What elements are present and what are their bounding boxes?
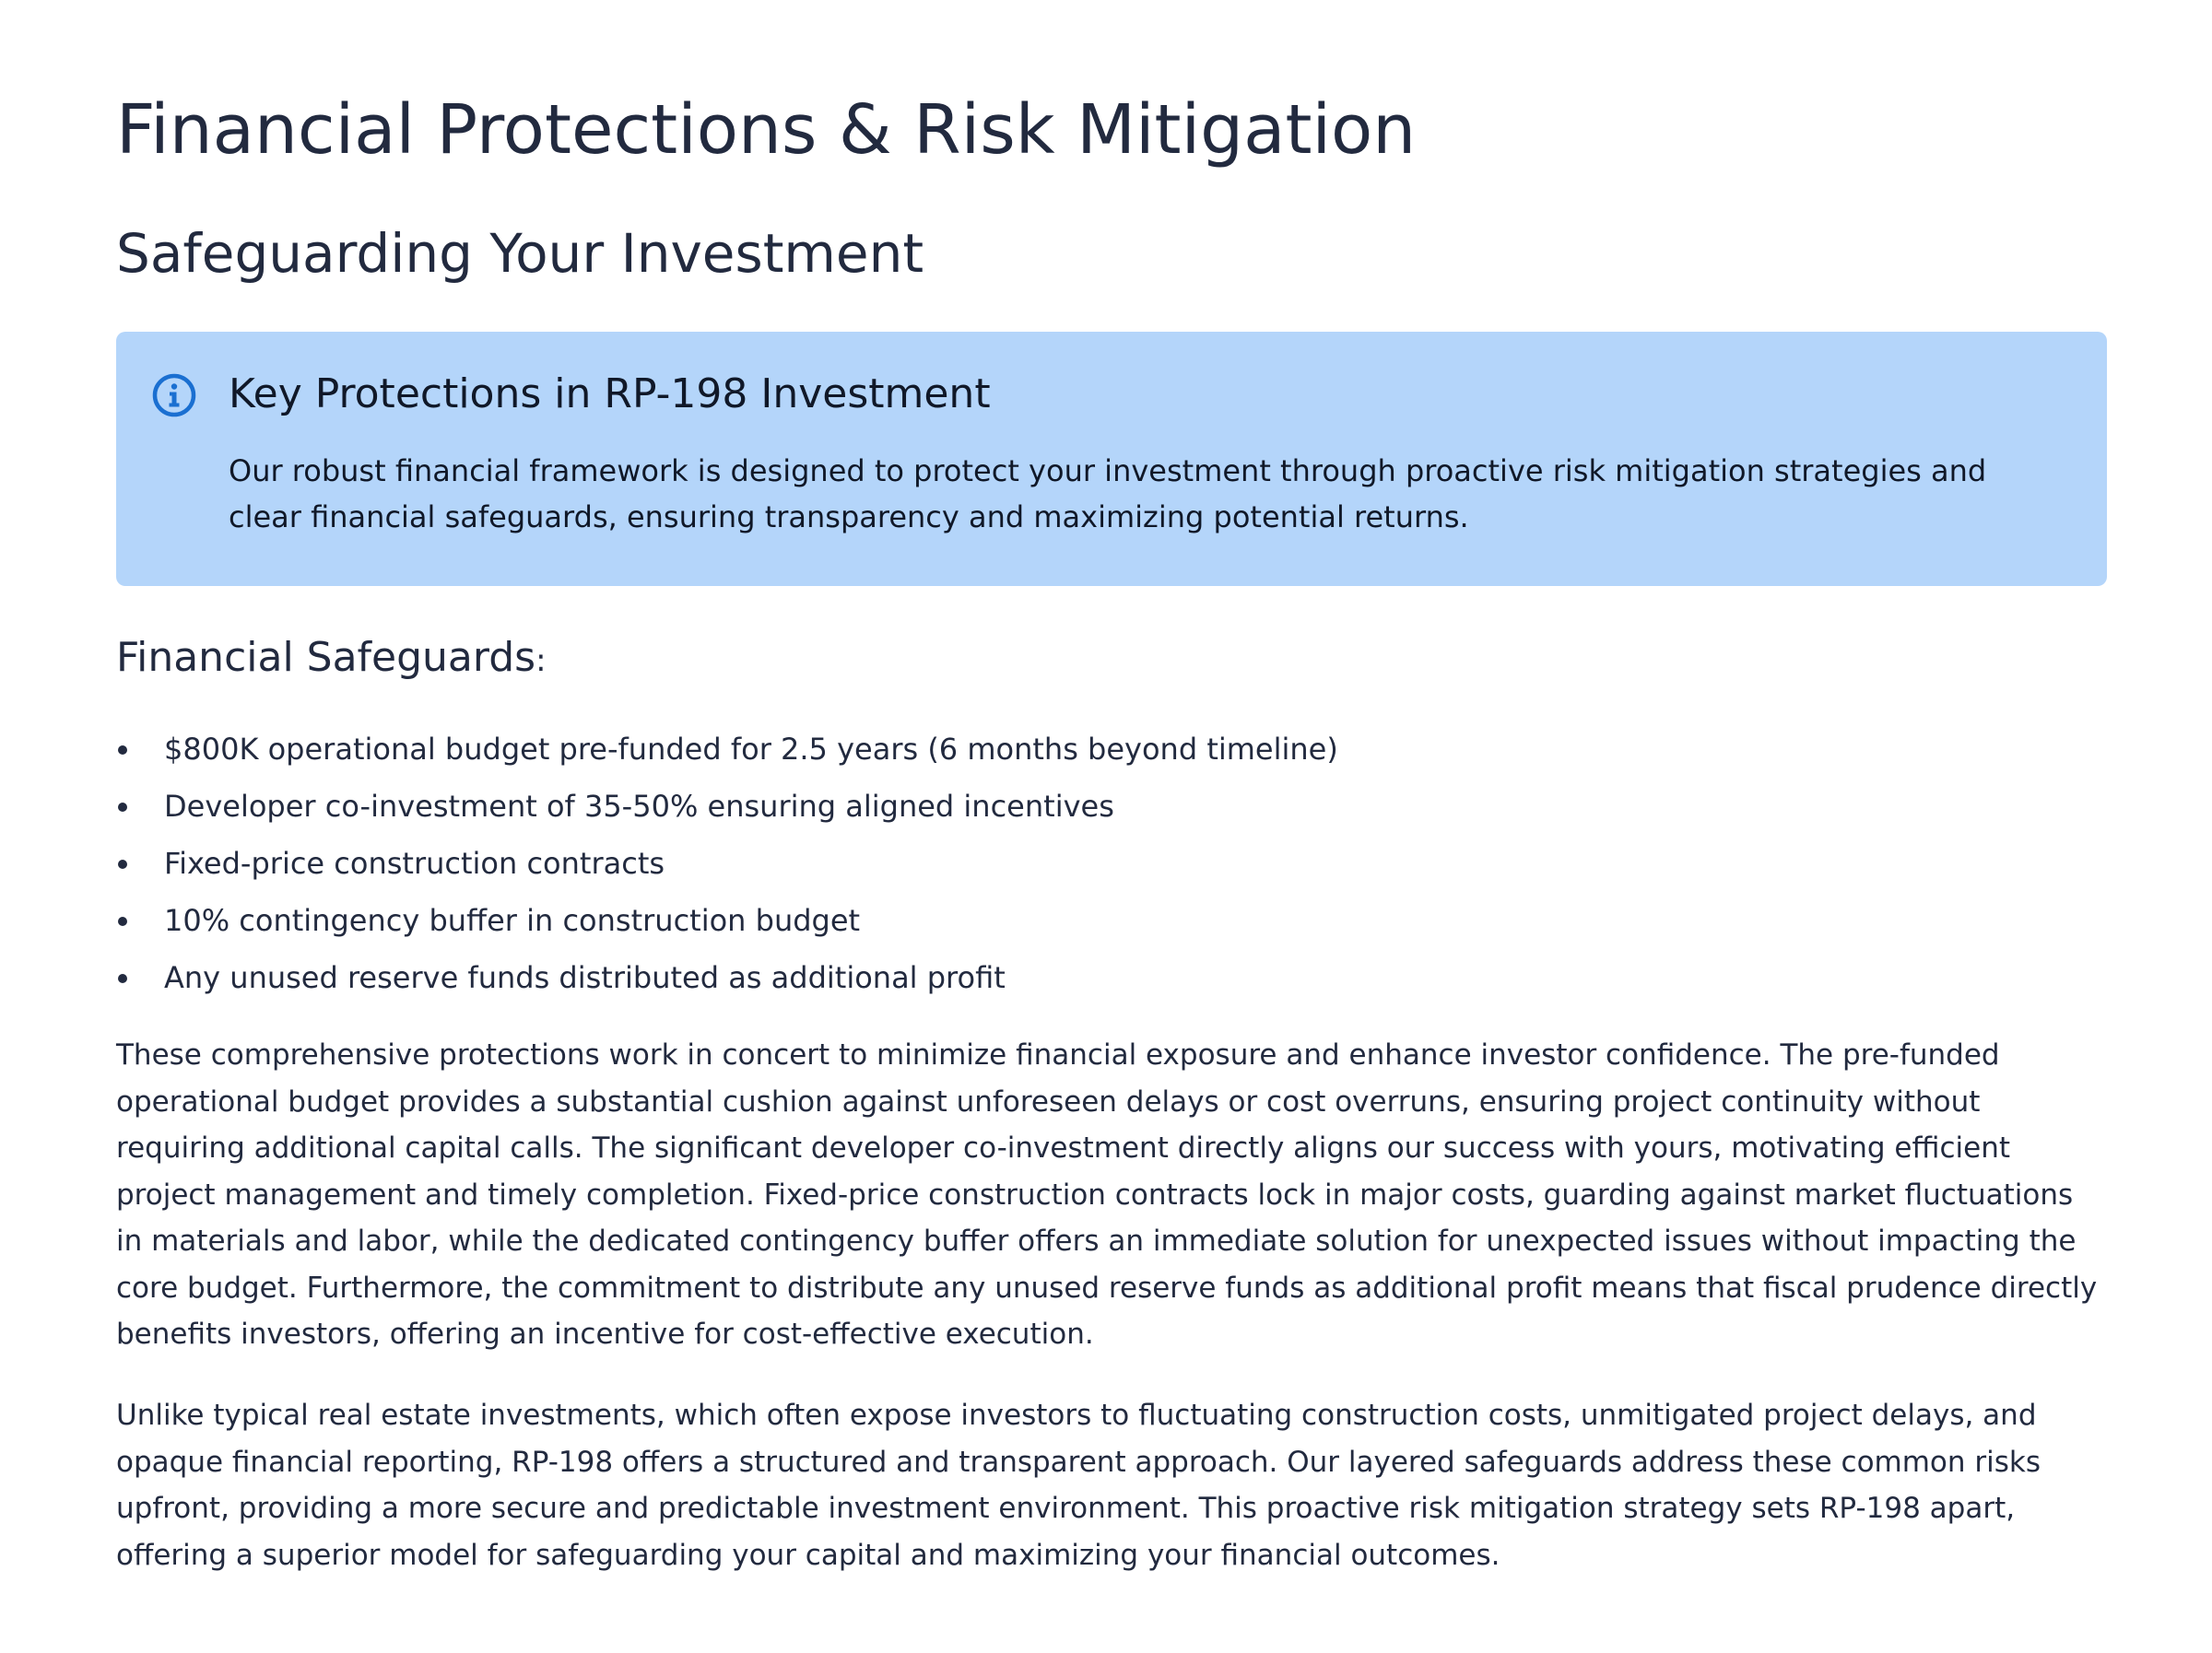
list-item-text: $800K operational budget pre-funded for 2.5 years (6 months beyond timeline) [164, 732, 1338, 767]
bullet-icon [118, 974, 127, 983]
callout-text: Our robust financial framework is designed to protect your investment through proactive risk mitigation strategies and clear financial safeguards, ensuring transparency and maximizing potential returns. [229, 453, 1987, 534]
safeguards-list [116, 721, 2107, 1006]
bullet-icon [118, 917, 127, 926]
bullet-icon [118, 860, 127, 869]
list-item [116, 721, 2107, 778]
bullet-icon [118, 803, 127, 812]
callout-title: Key Protections in RP-198 Investment [229, 370, 991, 417]
list-item [116, 835, 2107, 892]
list-item [116, 892, 2107, 949]
page-title: Financial Protections & Risk Mitigation [116, 90, 1417, 170]
key-protections-callout [116, 332, 2107, 586]
body-paragraph-comparison: Unlike typical real estate investments, which often expose investors to fluctuating construction costs, unmitigated project delays, and opaque financial reporting, RP-198 offers a structured and transparent approach. Our layered safeguards address these common risks upfront, providing a more secure and predictable investment environment. This proactive risk mitigation strategy sets RP-198 apart, offering a superior model for safeguarding your capital and maximizing your financial outcomes. [116, 1399, 2041, 1572]
financial-safeguards-heading [116, 630, 547, 688]
list-item [116, 949, 2107, 1006]
heading-colon: : [535, 642, 547, 679]
list-item [116, 778, 2107, 835]
list-item-text: Developer co-investment of 35-50% ensuring aligned incentives [164, 789, 1114, 824]
list-item-text: Fixed-price construction contracts [164, 846, 665, 881]
bullet-icon [118, 745, 127, 755]
financial-safeguards-heading-text: Financial Safeguards [116, 634, 536, 681]
list-item-text: 10% contingency buffer in construction budget [164, 903, 861, 938]
section-title: Safeguarding Your Investment [116, 222, 924, 285]
body-paragraph-protections: These comprehensive protections work in concert to minimize financial exposure and enhance investor confidence. The pre-funded operational budget provides a substantial cushion against unforeseen delays or cost overruns, ensuring project continuity without requiring additional capital calls. The significant developer co-investment directly aligns our success with yours, motivating efficient project management and timely completion. Fixed-price construction contracts lock in major costs, guarding against market fluctuations in materials and labor, while the dedicated contingency buffer offers an immediate solution for unexpected issues without impacting the core budget. Furthermore, the commitment to distribute any unused reserve funds as additional profit means that fiscal prudence directly benefits investors, offering an incentive for cost-effective execution. [116, 1038, 2098, 1351]
info-icon [151, 372, 197, 418]
list-item-text: Any unused reserve funds distributed as additional profit [164, 960, 1006, 995]
